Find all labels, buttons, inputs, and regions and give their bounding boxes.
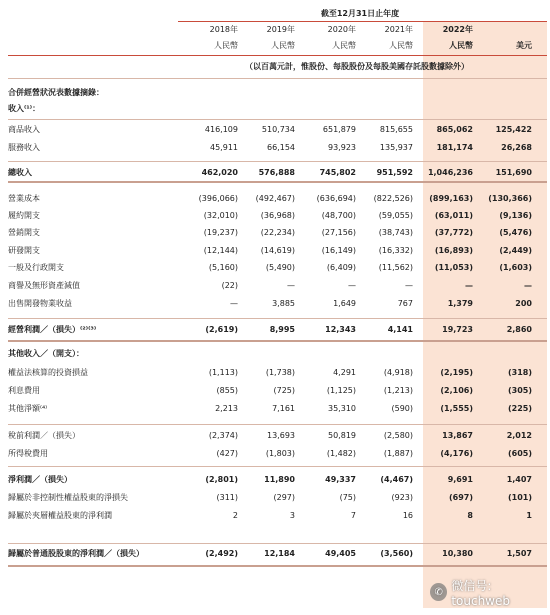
table-cell: 576,888 [258,168,295,177]
table-cell: (63,011) [434,211,473,220]
table-cell: (4,467) [380,475,413,484]
row-divider [8,424,547,425]
table-cell: (16,149) [321,246,356,255]
table-cell: 12,343 [325,325,356,334]
table-cell: (590) [391,404,413,413]
year-2018: 2018年 [209,25,238,34]
table-cell: 745,802 [319,168,356,177]
table-cell: (1,113) [208,368,238,377]
row-label: 商品收入 [8,125,40,134]
table-cell: (22,234) [260,228,295,237]
table-cell: (75) [339,493,356,502]
row-label: 經營利潤／（損失）⁽²⁾⁽³⁾ [8,325,97,334]
currency-2022-usd: 美元 [516,41,532,50]
table-cell: (2,449) [499,246,532,255]
table-cell: 13,867 [442,431,473,440]
table-cell: 135,937 [379,143,413,152]
year-2019: 2019年 [266,25,295,34]
table-cell: (130,366) [488,194,532,203]
table-cell: (22) [221,281,238,290]
watermark [430,578,550,608]
table-cell: (225) [507,404,532,413]
table-cell: (5,476) [499,228,532,237]
table-cell: (396,066) [198,194,238,203]
table-cell: (899,163) [429,194,473,203]
table-cell: (9,136) [499,211,532,220]
table-cell: (1,482) [326,449,356,458]
table-cell: (38,743) [378,228,413,237]
currency-2019: 人民幣 [271,41,295,50]
table-cell: 1,507 [506,549,532,558]
table-cell: (1,738) [265,368,295,377]
currency-2021: 人民幣 [389,41,413,50]
table-cell: 1 [526,511,532,520]
table-cell: 26,268 [501,143,532,152]
table-cell: 865,062 [436,125,473,134]
table-cell: (2,195) [440,368,473,377]
table-cell: (37,772) [434,228,473,237]
row-label: 履約開支 [8,211,40,220]
table-cell: 13,693 [267,431,295,440]
table-cell: (4,918) [383,368,413,377]
row-label: 歸屬於普通股股東的淨利潤／（損失） [8,549,144,558]
table-cell: 151,690 [495,168,532,177]
row-label: 其他淨額⁽⁴⁾ [8,404,48,413]
table-cell: (1,803) [265,449,295,458]
table-cell: (1,555) [440,404,473,413]
table-cell: — [230,299,238,308]
table-cell: 93,923 [328,143,356,152]
row-label: 出售開發物業收益 [8,299,72,308]
table-cell: 10,380 [442,549,473,558]
table-cell: 3,885 [272,299,295,308]
table-cell: 651,879 [322,125,356,134]
table-cell: (5,490) [265,263,295,272]
table-cell: 2,213 [215,404,238,413]
table-cell: 11,890 [264,475,295,484]
table-cell: (1,213) [383,386,413,395]
table-cell: (2,580) [383,431,413,440]
table-cell: (1,887) [383,449,413,458]
table-cell: 181,174 [436,143,473,152]
row-label: 歸屬於非控制性權益股東的淨損失 [8,493,128,502]
table-cell: (923) [391,493,413,502]
row-label: 淨利潤／（損失） [8,475,72,484]
currency-2020: 人民幣 [332,41,356,50]
unit-note: （以百萬元計，惟股份、每股股份及每股美國存託股數據除外） [245,62,469,71]
row-label: 總收入 [8,168,32,177]
table-cell: — [348,281,356,290]
table-cell: (1,125) [326,386,356,395]
table-cell: 2 [232,511,238,520]
period-rule [178,21,547,22]
table-cell: 16 [402,511,413,520]
row-divider [8,119,547,120]
table-cell: 35,310 [328,404,356,413]
table-cell: 951,592 [376,168,413,177]
table-cell: (27,156) [321,228,356,237]
table-cell: 8,995 [269,325,295,334]
table-cell: (59,055) [378,211,413,220]
table-cell: (2,374) [208,431,238,440]
table-cell: — [465,281,473,290]
table-cell: 50,819 [328,431,356,440]
table-cell: (5,160) [208,263,238,272]
table-cell: 1,407 [506,475,532,484]
table-cell: (12,144) [203,246,238,255]
row-label: 所得稅費用 [8,449,48,458]
table-cell: (19,237) [203,228,238,237]
table-cell: 1,649 [333,299,356,308]
table-cell: 462,020 [201,168,238,177]
table-cell: (311) [216,493,238,502]
table-cell: (3,560) [380,549,413,558]
watermark-text: 微信号: touchweb [451,578,510,608]
table-cell: (2,619) [205,325,238,334]
row-label: 利息費用 [8,386,40,395]
table-cell: (2,106) [440,386,473,395]
row-label: 權益法核算的投資損益 [8,368,88,377]
row-label: 稅前利潤／（損失） [8,431,80,440]
table-cell: 4,141 [387,325,413,334]
row-divider [8,318,547,319]
year-2020: 2020年 [327,25,356,34]
table-cell: (16,332) [378,246,413,255]
table-cell: 66,154 [267,143,295,152]
table-cell: 416,109 [204,125,238,134]
unit-rule [8,78,547,79]
table-cell: (822,526) [373,194,413,203]
table-cell: (697) [448,493,473,502]
currency-2022-rmb: 人民幣 [449,41,473,50]
table-cell: 815,655 [379,125,413,134]
table-cell: 2,860 [506,325,532,334]
row-divider [8,181,547,183]
row-label: 營業成本 [8,194,40,203]
table-cell: 49,405 [325,549,356,558]
table-cell: 1,379 [447,299,473,308]
table-cell: (36,968) [260,211,295,220]
row-label: 商譽及無形資產減值 [8,281,80,290]
table-cell: 19,723 [442,325,473,334]
table-cell: (427) [216,449,238,458]
table-cell: (297) [273,493,295,502]
table-cell: (6,409) [326,263,356,272]
row-label: 研發開支 [8,246,40,255]
table-cell: 8 [467,511,473,520]
table-cell: 200 [515,299,532,308]
table-cell: 3 [289,511,295,520]
row-label: 一般及行政開支 [8,263,64,272]
table-cell: (1,603) [499,263,532,272]
table-cell: 12,184 [264,549,295,558]
row-divider [8,161,547,162]
table-cell: (11,562) [378,263,413,272]
row-label: 歸屬於夾層權益股東的淨利潤 [8,511,112,520]
table-cell: (318) [507,368,532,377]
table-cell: (636,694) [316,194,356,203]
table-cell: (11,053) [434,263,473,272]
table-cell: 45,911 [210,143,238,152]
table-cell: (492,467) [255,194,295,203]
table-cell: (32,010) [203,211,238,220]
table-cell: — [405,281,413,290]
table-cell: 4,291 [333,368,356,377]
table-cell: 767 [397,299,413,308]
currency-2018: 人民幣 [214,41,238,50]
table-cell: — [524,281,532,290]
table-cell: (2,492) [205,549,238,558]
row-label: 收入⁽¹⁾： [8,104,41,113]
period-header: 截至12月31日止年度 [320,9,400,18]
table-cell: 7,161 [272,404,295,413]
table-cell: (101) [507,493,532,502]
table-cell: (605) [507,449,532,458]
table-cell: 125,422 [495,125,532,134]
section-title: 合併經營狀況表數據摘錄： [8,88,104,97]
table-cell: 510,734 [261,125,295,134]
row-divider [8,543,547,544]
table-cell: 1,046,236 [427,168,473,177]
table-cell: 49,337 [325,475,356,484]
table-cell: (48,700) [321,211,356,220]
table-cell: 7 [350,511,356,520]
row-divider [8,565,547,567]
table-cell: (2,801) [205,475,238,484]
row-label: 營銷開支 [8,228,40,237]
row-divider [8,340,547,342]
table-cell: 2,012 [506,431,532,440]
row-label: 其他收入／（開支）： [8,349,84,358]
table-cell: (855) [216,386,238,395]
table-cell: (4,176) [440,449,473,458]
row-label: 服務收入 [8,143,40,152]
header-rule [8,55,547,56]
table-cell: (14,619) [260,246,295,255]
table-cell: 9,691 [447,475,473,484]
table-cell: (16,893) [434,246,473,255]
year-2021: 2021年 [384,25,413,34]
table-cell: — [287,281,295,290]
year-2022: 2022年 [442,25,473,34]
row-divider [8,466,547,467]
wechat-icon: ✆ [430,583,447,601]
table-cell: (305) [507,386,532,395]
table-cell: (725) [273,386,295,395]
